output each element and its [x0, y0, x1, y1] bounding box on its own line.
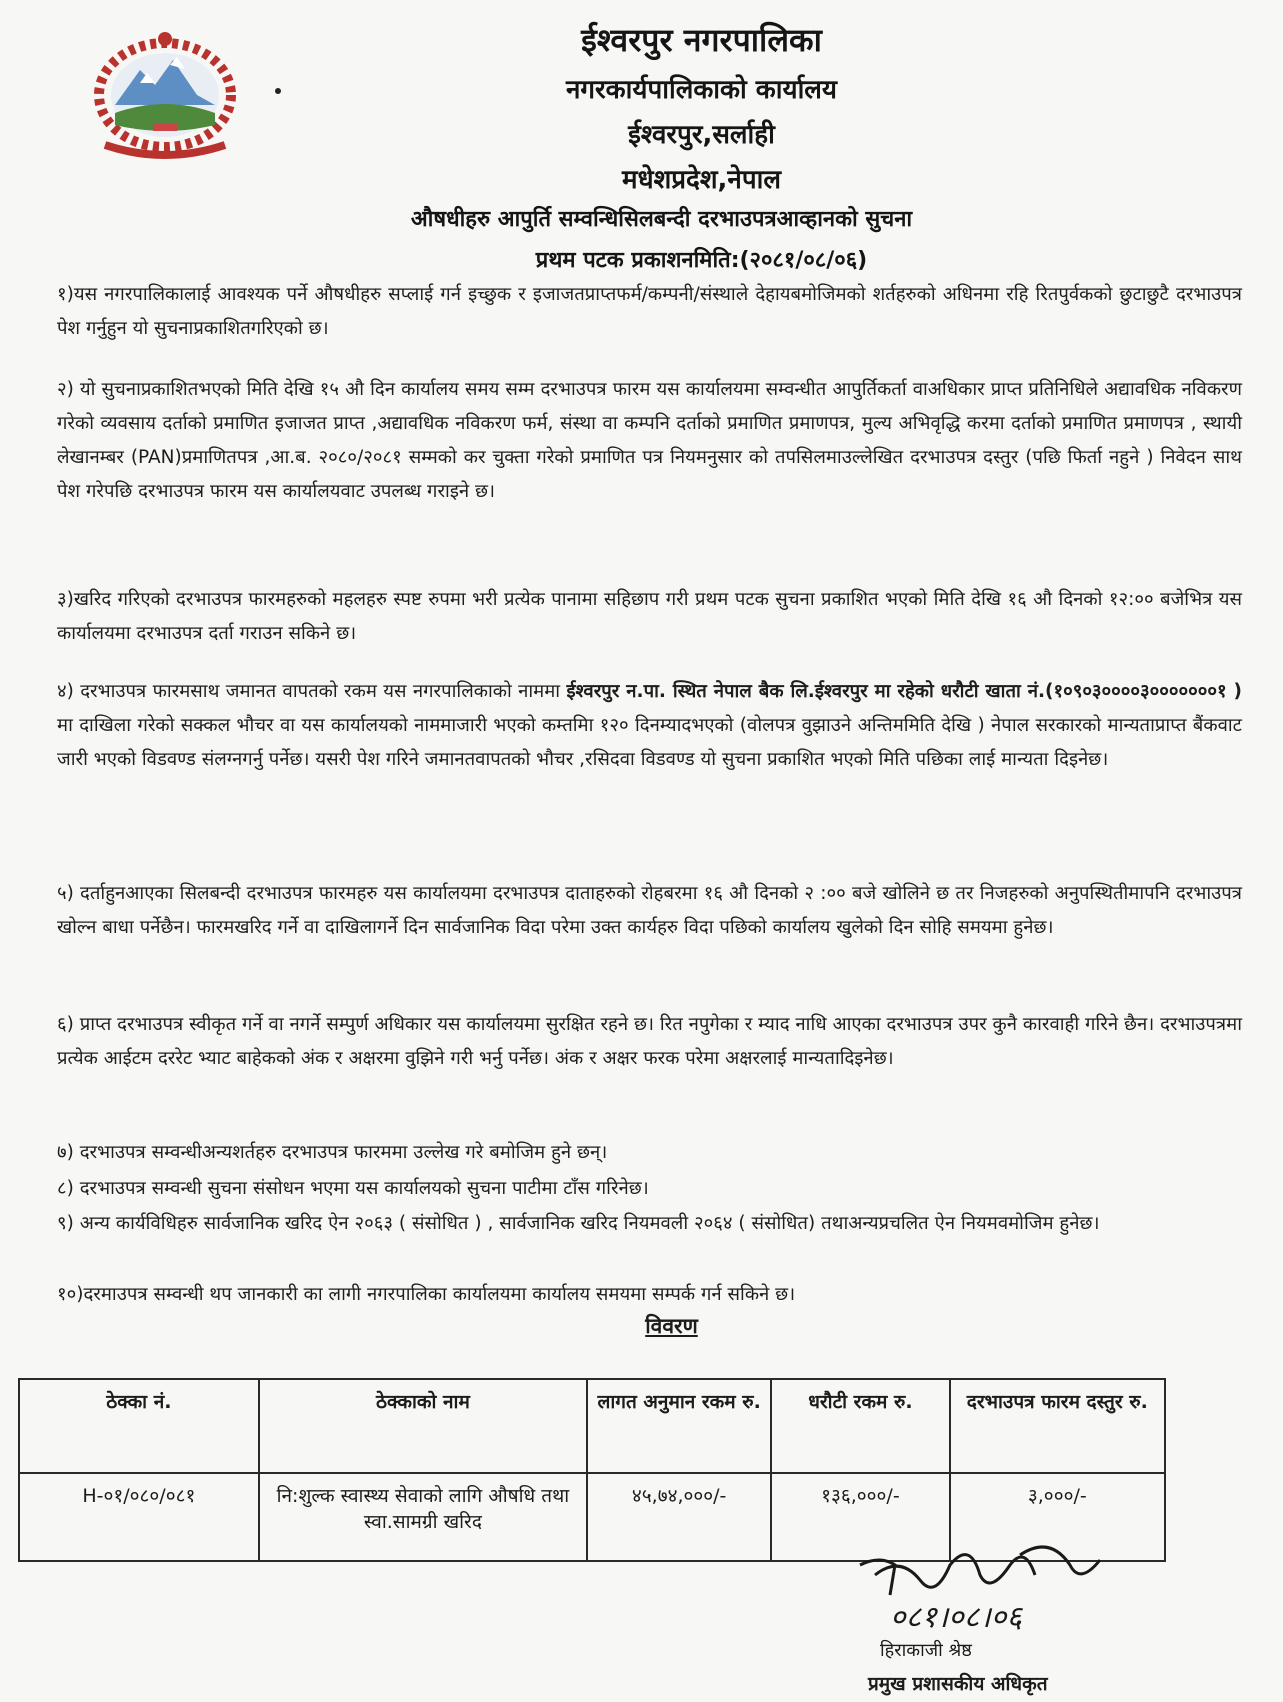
handwritten-signature [850, 1535, 1120, 1645]
header-cost-estimate: लागत अनुमान रकम रु. [587, 1379, 771, 1473]
officer-title: प्रमुख प्रशासकीय अधिकृत [868, 1673, 1048, 1695]
clause-8: ८) दरभाउपत्र सम्वन्धी सुचना संसोधन भएमा यस कार्यालयको सुचना पाटीमा टाँस गरिनेछ। [57, 1178, 649, 1199]
notice-title: औषधीहरु आपुर्ति सम्वन्धिसिलबन्दी दरभाउपत्रआव्हानको सुचना [410, 207, 913, 232]
clause-4-part-c: मा दाखिला गरेको सक्कल भौचर वा यस कार्यालयको नाममाजारी भएको कम्तमिा १२० दिनम्यादभएको (वोलपत्र वुझाउने अन्तिममिति देखि ) नेपाल सरकारको मान्यताप्राप्त बैंकवाट जारी भएको विडवण्ड संलग्नगर्नु पर्नेछ। यसरी पेश गरिने जमानतवापतको भौचर ,रसिदवा विडवण्ड यो सुचना प्रकाशित भएको मिति पछिका लाई मान्यता दिइनेछ। [57, 715, 1242, 770]
signature-date-scribble: ०८१।०८।०६ [890, 1600, 1022, 1635]
clause-10: १०)दरमाउपत्र सम्वन्धी थप जानकारी का लागी नगरपालिका कार्यालयमा कार्यालय समयमा सम्पर्क गर्न सकिने छ। [57, 1284, 796, 1305]
office-name: नगरकार्यपालिकाको कार्यालय [565, 75, 838, 105]
clause-2: २) यो सुचनाप्रकाशितभएको मिति देखि १५ औ दिन कार्यालय समय सम्म दरभाउपत्र फारम यस कार्यालयमा सम्वन्धीत आपुर्तिकर्ता वाअधिकार प्राप्त प्रतिनिधिले अद्यावधिक नविकरण गरेको व्यवसाय दर्ताको प्रमाणित इजाजत प्राप्त ,अद्यावधिक नविकरण फर्म, संस्था वा कम्पनि दर्ताको प्रमाणित प्रमाणपत्र, मुल्य अभिवृद्धि करमा दर्ताको प्रमाणित प्रमाणपत्र , स्थायी लेखानम्बर (PAN)प्रमाणितपत्र ,आ.ब. २०८०/२०८१ सम्मको कर चुक्ता गरेको प्रमाणित पत्र नियमनुसार को तपसिलमाउल्लेखित दरभाउपत्र दस्तुर (पछि फिर्ता नहुने ) निवेदन साथ पेश गरेपछि दरभाउपत्र फारम यस कार्यालयवाट उपलब्ध गराइने छ। [57, 379, 1242, 502]
publish-date: प्रथम पटक प्रकाशनमिति:(२०८१/०८/०६) [535, 248, 868, 273]
clause-3: ३)खरिद गरिएको दरभाउपत्र फारमहरुको महलहरु स्पष्ट रुपमा भरी प्रत्येक पानामा सहिछाप गरी प्रथम पटक सुचना प्रकाशित भएको मिति देखि १६ औ दिनको १२:०० बजेभित्र यस कार्यालयमा दरभाउपत्र दर्ता गराउन सकिने छ। [57, 589, 1242, 644]
header-deposit-amount: धरौटी रकम रु. [771, 1379, 949, 1473]
clause-5: ५) दर्ताहुनआएका सिलबन्दी दरभाउपत्र फारमहरु यस कार्यालयमा दरभाउपत्र दाताहरुको रोहबरमा १६ औ दिनको २ :०० बजे खोलिने छ तर निजहरुको अनुपस्थितीमापनि दरभाउपत्र खोल्न बाधा पर्नेछैन। फारमखरिद गर्ने वा दाखिलागर्ने दिन सार्वजानिक विदा परेमा उक्त कार्यहरु विदा पछिको कार्यालय खुलेको दिन सोहि समयमा हुनेछ। [57, 883, 1242, 938]
cell-contract-no: H-०१/०८०/०८१ [19, 1473, 259, 1561]
table-header-row [19, 1379, 1165, 1473]
officer-name: हिराकाजी श्रेष्ठ [880, 1640, 972, 1661]
clause-9: ९) अन्य कार्यविधिहरु सार्वजानिक खरिद ऐन २०६३ ( संसोधित ) , सार्वजानिक खरिद नियमवली २०६४ ( संसोधित) तथाअन्यप्रचलित ऐन नियमवमोजिम हुनेछ। [57, 1213, 1100, 1234]
clause-1: १)यस नगरपालिकालाई आवश्यक पर्ने औषधीहरु सप्लाई गर्न इच्छुक र इजाजतप्राप्तफर्म/कम्पनी/संस्थाले देहायबमोजिमको शर्तहरुको अधिनमा रहि रितपुर्वकको छुटाछुटै दरभाउपत्र पेश गर्नुहुन यो सुचनाप्रकाशितगरिएको छ। [57, 284, 1242, 339]
municipality-name: ईश्वरपुर नगरपालिका [581, 21, 822, 59]
cell-form-fee: ३,०००/- [950, 1473, 1165, 1561]
bank-account-detail: ईश्वरपुर न.पा. स्थित नेपाल बैक लि.ईश्वरपुर मा रहेको धरौटी खाता नं.(१०९०३००००३०००००००१ ) [566, 681, 1242, 702]
cell-contract-name: नि:शुल्क स्वास्थ्य सेवाको लागि औषधि तथा स्वा.सामग्री खरिद [259, 1473, 587, 1561]
clause-4-part-a: ४) दरभाउपत्र फारमसाथ जमानत वापतको रकम यस नगरपालिकाको नाममा [57, 681, 567, 702]
province-name: मधेशप्रदेश,नेपाल [622, 165, 781, 195]
header-contract-no: ठेक्का नं. [19, 1379, 259, 1473]
clause-7: ७) दरभाउपत्र सम्वन्धीअन्यशर्तहरु दरभाउपत्र फारममा उल्लेख गरे बमोजिम हुने छन्। [57, 1142, 608, 1163]
cell-deposit-amount: १३६,०००/- [771, 1473, 949, 1561]
office-location: ईश्वरपुर,सर्लाही [628, 120, 775, 150]
details-heading: विवरण [645, 1314, 698, 1338]
clause-4 [57, 675, 1242, 777]
header-contract-name: ठेक्काको नाम [259, 1379, 587, 1473]
clause-6: ६) प्राप्त दरभाउपत्र स्वीकृत गर्ने वा नगर्ने सम्पुर्ण अधिकार यस कार्यालयमा सुरक्षित रहने छ। रित नपुगेका र म्याद नाधि आएका दरभाउपत्र उपर कुनै कारवाही गरिने छैन। दरभाउपत्रमा प्रत्येक आईटम दररेट भ्याट बाहेकको अंक र अक्षरमा वुझिने गरी भर्नु पर्नेछ। अंक र अक्षर फरक परेमा अक्षरलाई मान्यतादिइनेछ। [57, 1014, 1242, 1069]
header-form-fee: दरभाउपत्र फारम दस्तुर रु. [950, 1379, 1165, 1473]
cell-cost-estimate: ४५,७४,०००/- [587, 1473, 771, 1561]
